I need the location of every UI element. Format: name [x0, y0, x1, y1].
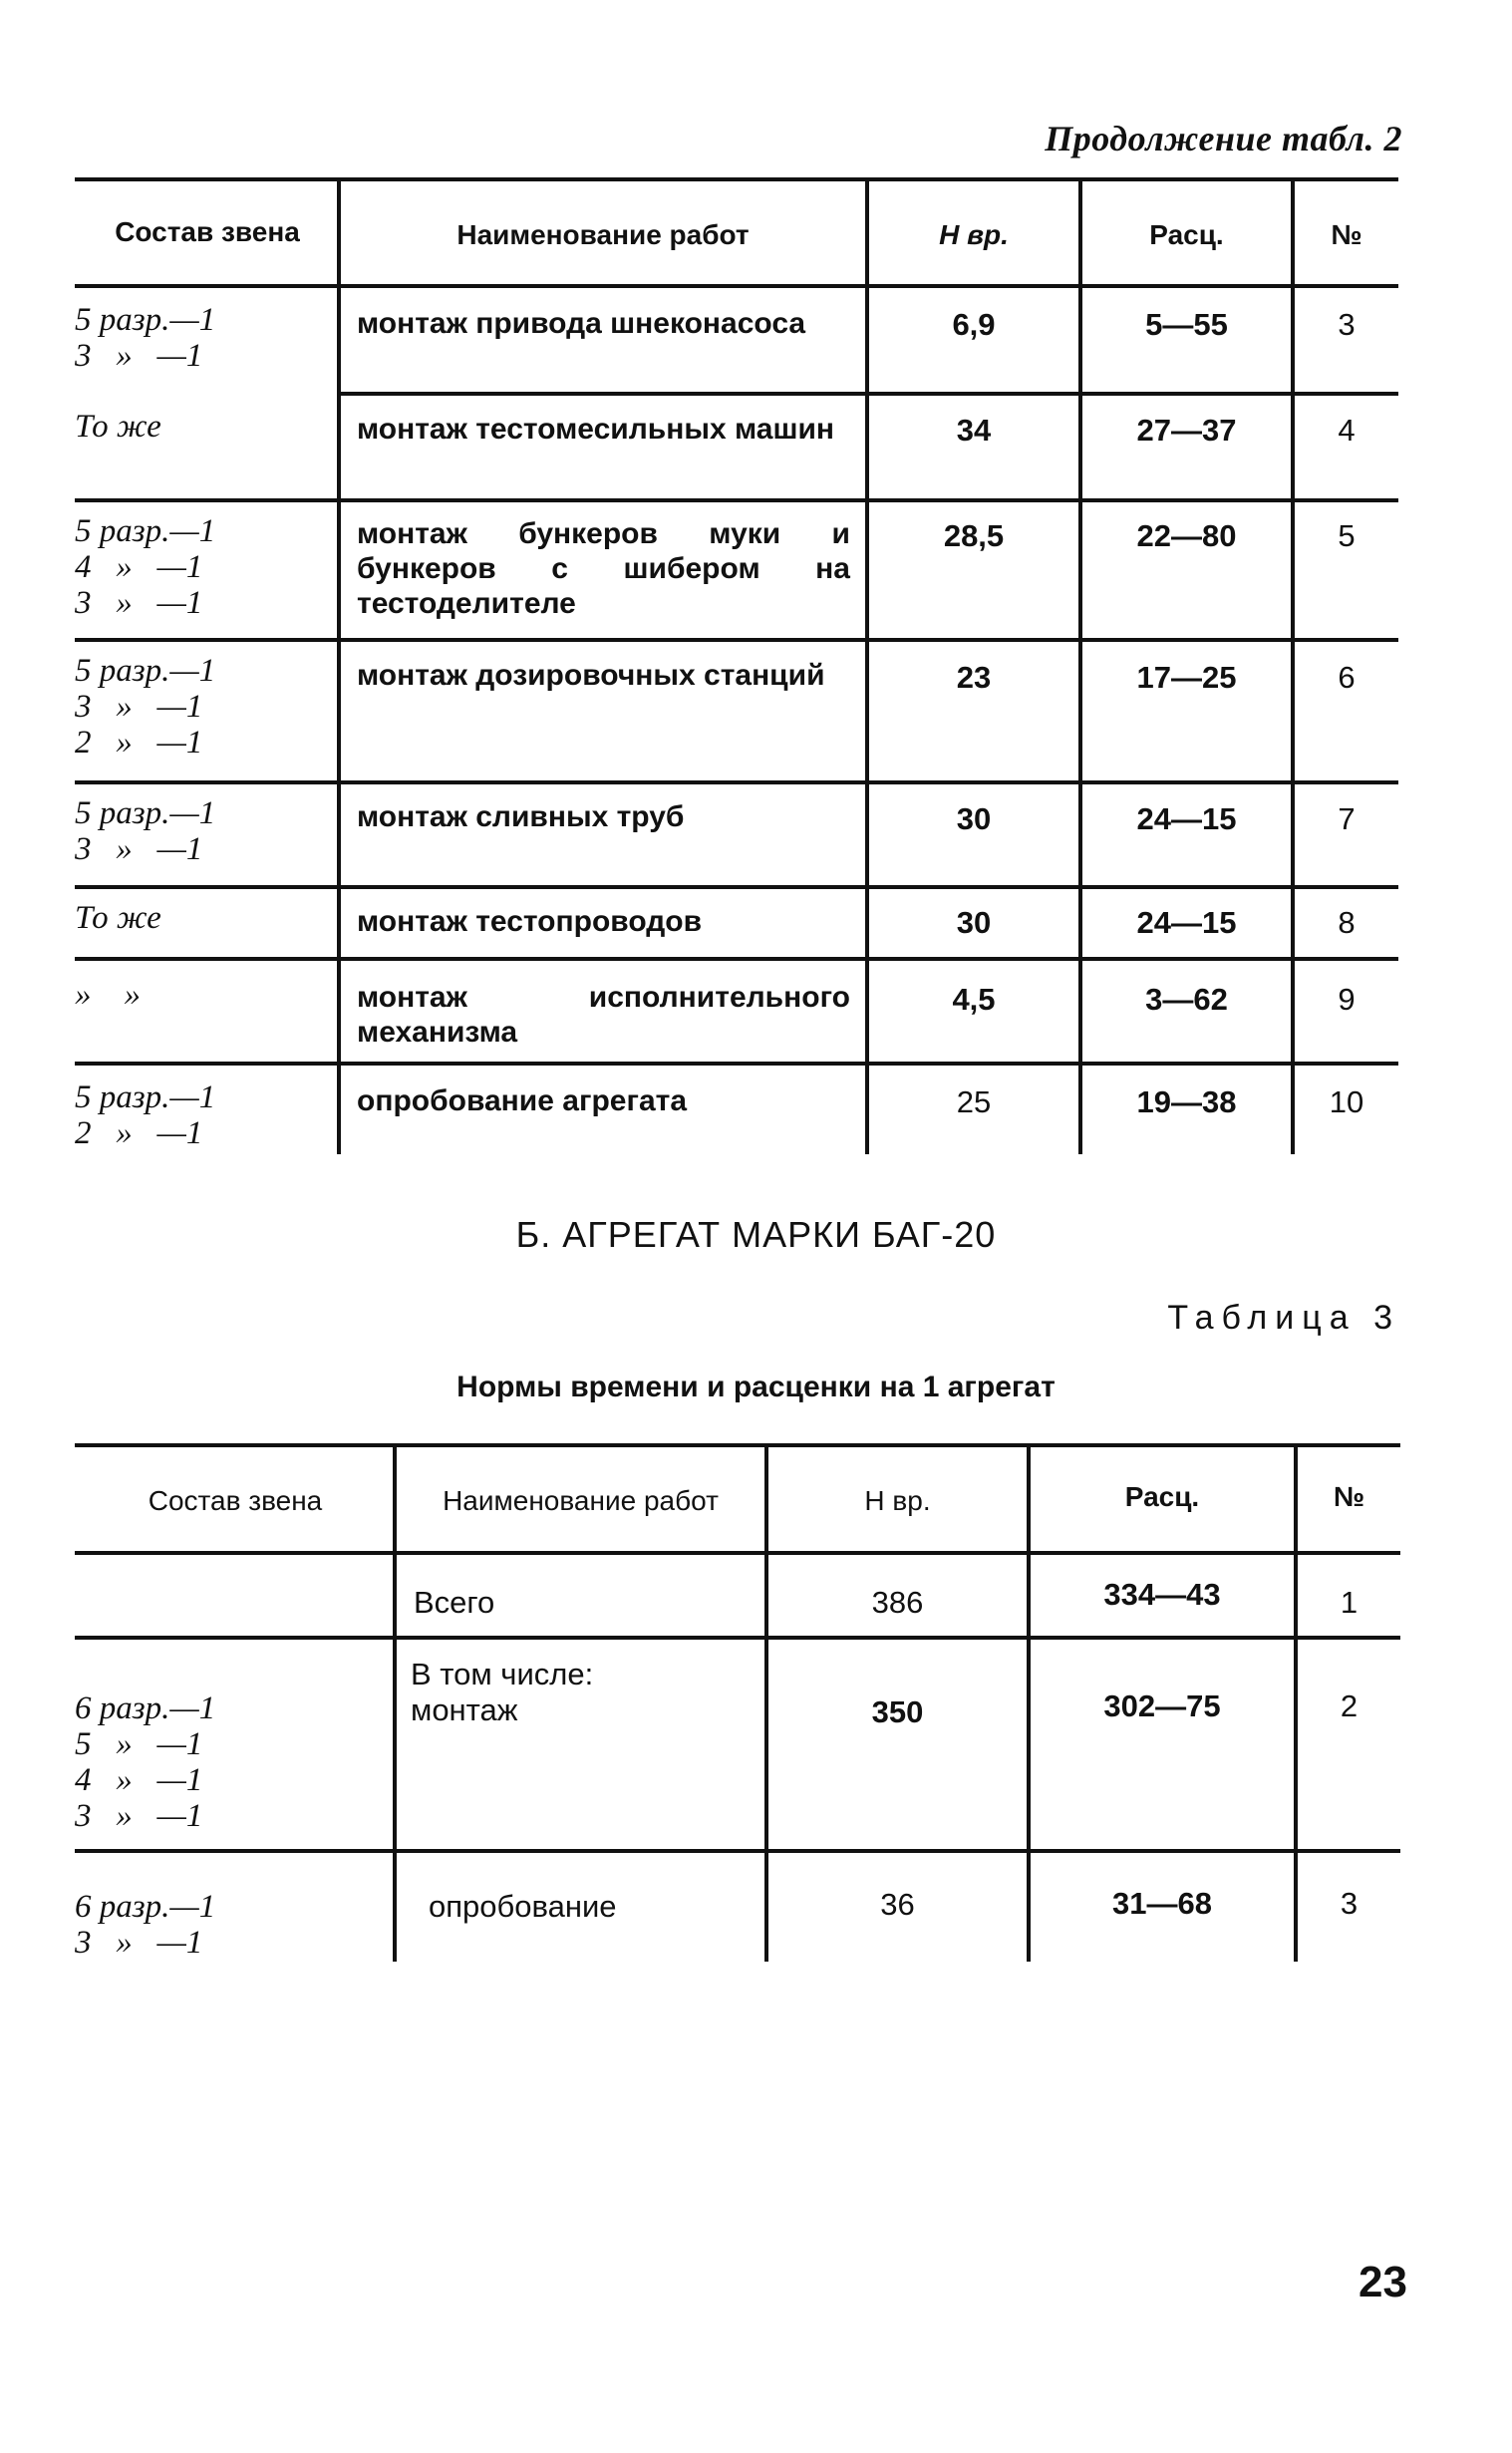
price-cell: 19—38: [1136, 1084, 1237, 1119]
number-cell: 2: [1340, 1688, 1359, 1723]
number-cell: 3: [1338, 307, 1356, 342]
work-cell: монтаж привода шнеконасоса: [357, 307, 806, 340]
header-number: №: [1331, 219, 1362, 250]
work-cell: опробование агрегата: [357, 1084, 688, 1117]
header-number: №: [1333, 1481, 1365, 1512]
time-cell: 34: [956, 413, 992, 448]
time-cell: 28,5: [943, 518, 1005, 553]
number-cell: 6: [1338, 660, 1356, 695]
crew-cell: 5 разр.—1 3 » —1: [75, 302, 216, 374]
crew-cell: То же: [75, 409, 161, 445]
work-cell: монтаж дозировочных станций: [357, 659, 825, 692]
header-time: Н вр.: [864, 1485, 931, 1516]
time-cell: 36: [880, 1887, 915, 1922]
time-cell: 30: [956, 801, 992, 836]
work-cell: В том числе: монтаж: [411, 1657, 594, 1727]
number-cell: 10: [1329, 1084, 1364, 1119]
price-cell: 27—37: [1136, 413, 1237, 448]
number-cell: 3: [1340, 1886, 1359, 1921]
time-cell: 6,9: [952, 307, 996, 342]
work-cell: монтаж тестопроводов: [357, 905, 703, 938]
crew-cell: 5 разр.—1 3 » —1 2 » —1: [75, 653, 216, 761]
number-cell: 8: [1338, 905, 1356, 940]
price-cell: 31—68: [1112, 1886, 1212, 1921]
table-3-label: Таблица 3: [1167, 1299, 1400, 1337]
time-cell: 23: [956, 660, 992, 695]
work-cell: монтаж сливных труб: [357, 800, 685, 833]
time-cell: 350: [871, 1694, 924, 1729]
time-cell: 25: [956, 1084, 992, 1119]
crew-cell: То же: [75, 900, 161, 936]
price-cell: 24—15: [1136, 905, 1237, 940]
header-time: Н вр.: [939, 219, 1009, 250]
price-cell: 302—75: [1103, 1688, 1221, 1723]
price-cell: 24—15: [1136, 801, 1237, 836]
continuation-label: Продолжение табл. 2: [1045, 119, 1402, 158]
time-cell: 30: [956, 905, 992, 940]
crew-cell: 6 разр.—1 5 » —1 4 » —1 3 » —1: [75, 1690, 216, 1834]
crew-cell: 5 разр.—1 2 » —1: [75, 1079, 216, 1151]
work-cell: опробование: [429, 1889, 617, 1924]
header-price: Расц.: [1124, 1481, 1200, 1512]
price-cell: 5—55: [1145, 307, 1228, 342]
number-cell: 9: [1338, 982, 1356, 1017]
price-cell: 334—43: [1103, 1577, 1221, 1612]
work-cell: монтаж исполнительного механизма: [357, 981, 850, 1049]
crew-cell: 5 разр.—1 4 » —1 3 » —1: [75, 513, 216, 621]
header-price: Расц.: [1149, 219, 1224, 250]
header-work: Наименование работ: [443, 1485, 719, 1516]
header-crew: Состав звена: [115, 216, 300, 247]
time-cell: 4,5: [952, 982, 996, 1017]
table-3-caption: Нормы времени и расценки на 1 агрегат: [456, 1371, 1056, 1403]
work-cell: монтаж тестомесильных машин: [357, 413, 835, 446]
crew-cell: » »: [75, 977, 141, 1013]
header-crew: Состав звена: [148, 1485, 323, 1516]
header-work: Наименование работ: [456, 219, 750, 250]
number-cell: 1: [1340, 1585, 1359, 1620]
price-cell: 3—62: [1145, 982, 1228, 1017]
price-cell: 17—25: [1136, 660, 1237, 695]
number-cell: 7: [1338, 801, 1356, 836]
price-cell: 22—80: [1136, 518, 1237, 553]
section-title: Б. АГРЕГАТ МАРКИ БАГ-20: [515, 1214, 997, 1255]
crew-cell: 6 разр.—1 3 » —1: [75, 1889, 216, 1961]
crew-cell: 5 разр.—1 3 » —1: [75, 795, 216, 867]
number-cell: 5: [1338, 518, 1356, 553]
time-cell: 386: [871, 1585, 924, 1620]
work-cell: Всего: [414, 1585, 495, 1620]
work-cell: монтаж бункеров муки и бункеров с шибером на тестоделителе: [357, 517, 850, 620]
page-number: 23: [1359, 2258, 1407, 2306]
number-cell: 4: [1338, 413, 1356, 448]
